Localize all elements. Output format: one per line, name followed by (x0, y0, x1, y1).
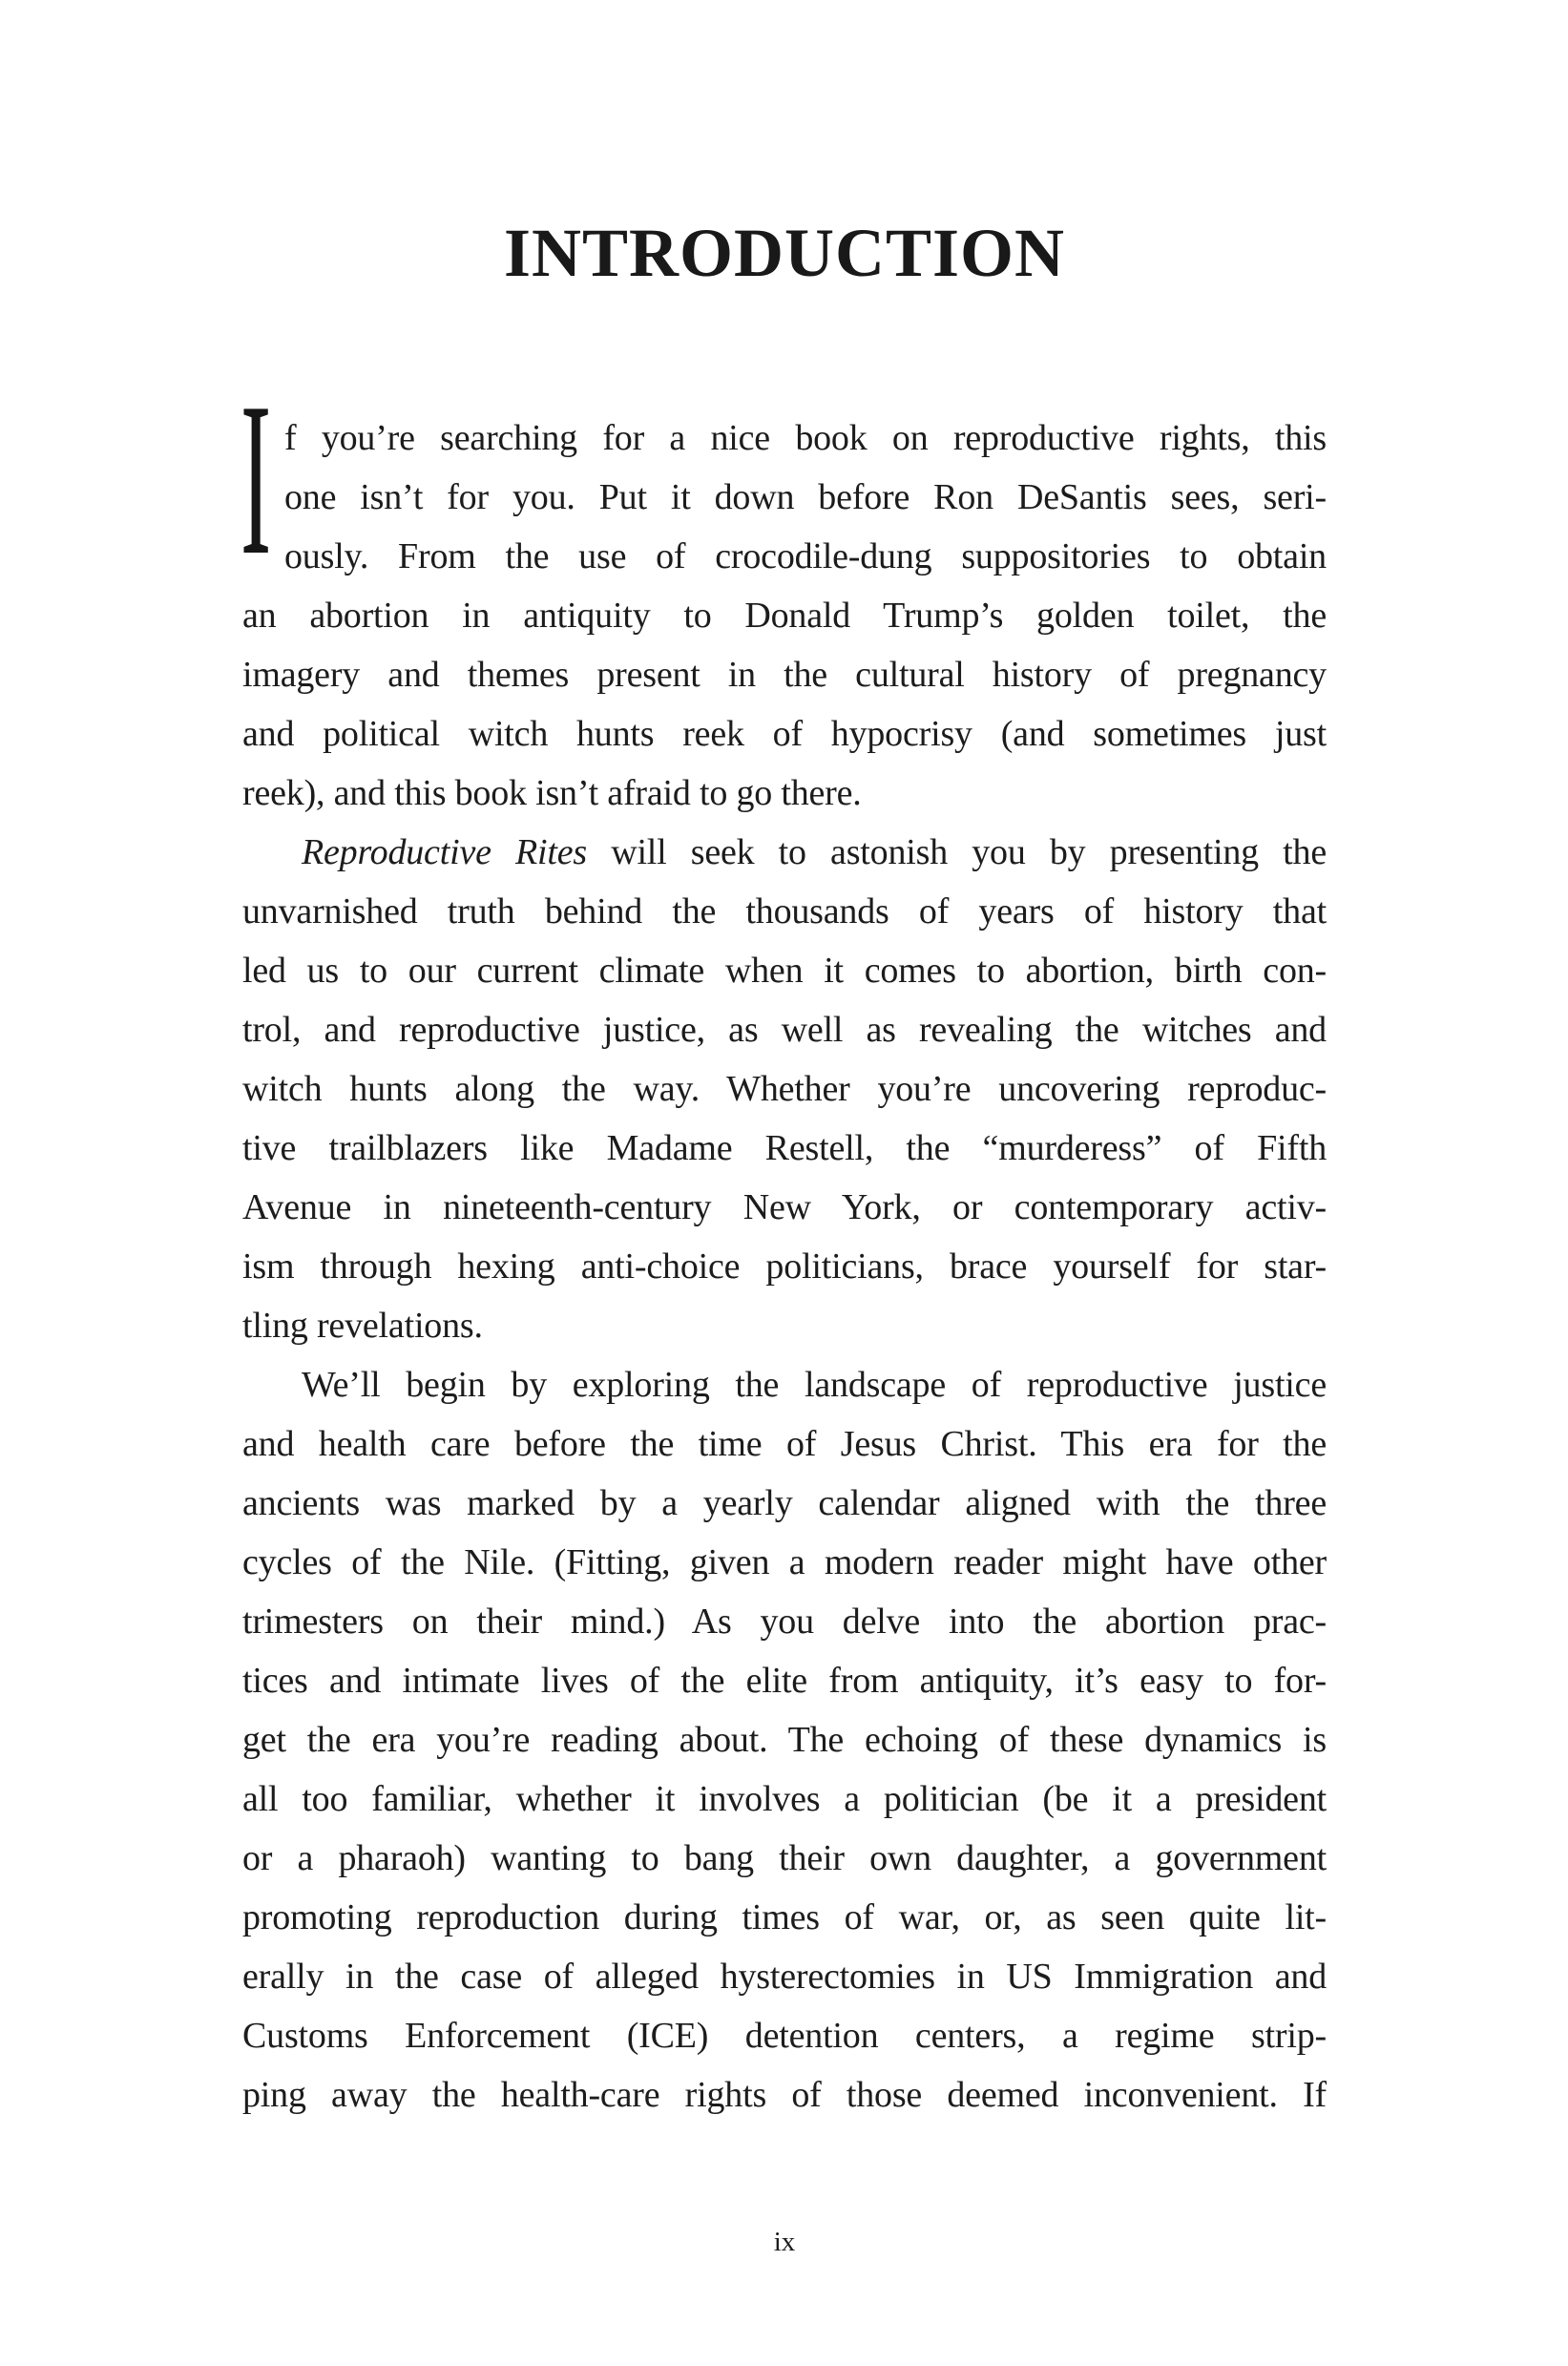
text-line: and political witch hunts reek of hypocrisy (and sometimes just (242, 714, 1327, 754)
text-line: cycles of the Nile. (Fitting, given a modern reader might have other (242, 1542, 1327, 1582)
text-run: will seek to astonish you by presenting the (586, 832, 1327, 872)
text-line: or a pharaoh) wanting to bang their own daughter, a government (242, 1838, 1327, 1878)
paragraph (240, 357, 1327, 823)
text-line: ancients was marked by a yearly calendar aligned with the three (242, 1483, 1327, 1523)
text-line: imagery and themes present in the cultural history of pregnancy (242, 655, 1327, 695)
text-line: all too familiar, whether it involves a politician (be it a president (242, 1779, 1327, 1819)
text-line: get the era you’re reading about. The echoing of these dynamics is (242, 1720, 1327, 1760)
text-line: Avenue in nineteenth-century New York, or contemporary activ- (242, 1187, 1327, 1227)
text-line: trimesters on their mind.) As you delve into the abortion prac- (242, 1602, 1327, 1642)
text-line: promoting reproduction during times of war, or, as seen quite lit- (242, 1897, 1327, 1937)
text-line: ously. From the use of crocodile-dung suppositories to obtain (284, 536, 1327, 576)
text-line: tive trailblazers like Madame Restell, the “murderess” of Fifth (242, 1128, 1327, 1168)
text-line: tling revelations. (242, 1306, 483, 1346)
text-line: unvarnished truth behind the thousands of years of history that (242, 891, 1327, 932)
text-line: ping away the health-care rights of those deemed inconvenient. If (242, 2075, 1327, 2115)
text-line: tices and intimate lives of the elite from antiquity, it’s easy to for- (242, 1661, 1327, 1701)
page-number: ix (773, 2227, 796, 2257)
text-line: an abortion in antiquity to Donald Trump’s golden toilet, the (242, 596, 1327, 636)
text-line: led us to our current climate when it comes to abortion, birth con- (242, 951, 1327, 991)
text-line: ism through hexing anti-choice politicians, brace yourself for star- (242, 1246, 1327, 1287)
drop-cap-letter: I (240, 357, 272, 600)
drop-cap (240, 357, 275, 600)
text-line: Customs Enforcement (ICE) detention centers, a regime strip- (242, 2016, 1327, 2056)
text-line: trol, and reproductive justice, as well as revealing the witches and (242, 1010, 1327, 1050)
text-line: and health care before the time of Jesus Christ. This era for the (242, 1424, 1327, 1464)
text-line: erally in the case of alleged hysterectomies in US Immigration and (242, 1957, 1327, 1997)
paragraph (242, 1355, 1327, 2125)
text-line: reek), and this book isn’t afraid to go there. (242, 773, 862, 813)
text-line: f you’re searching for a nice book on reproductive rights, this (284, 418, 1327, 458)
text-line: one isn’t for you. Put it down before Ron DeSantis sees, seri- (284, 477, 1327, 517)
text-line: witch hunts along the way. Whether you’re uncovering reproduc- (242, 1069, 1327, 1109)
chapter-title: INTRODUCTION (503, 215, 1066, 291)
book-title-italic: Reproductive Rites (302, 832, 587, 872)
paragraph (242, 823, 1327, 1355)
text-body (240, 357, 1327, 2125)
text-line (242, 823, 1327, 882)
text-line: We’ll begin by exploring the landscape of reproductive justice (302, 1365, 1327, 1405)
